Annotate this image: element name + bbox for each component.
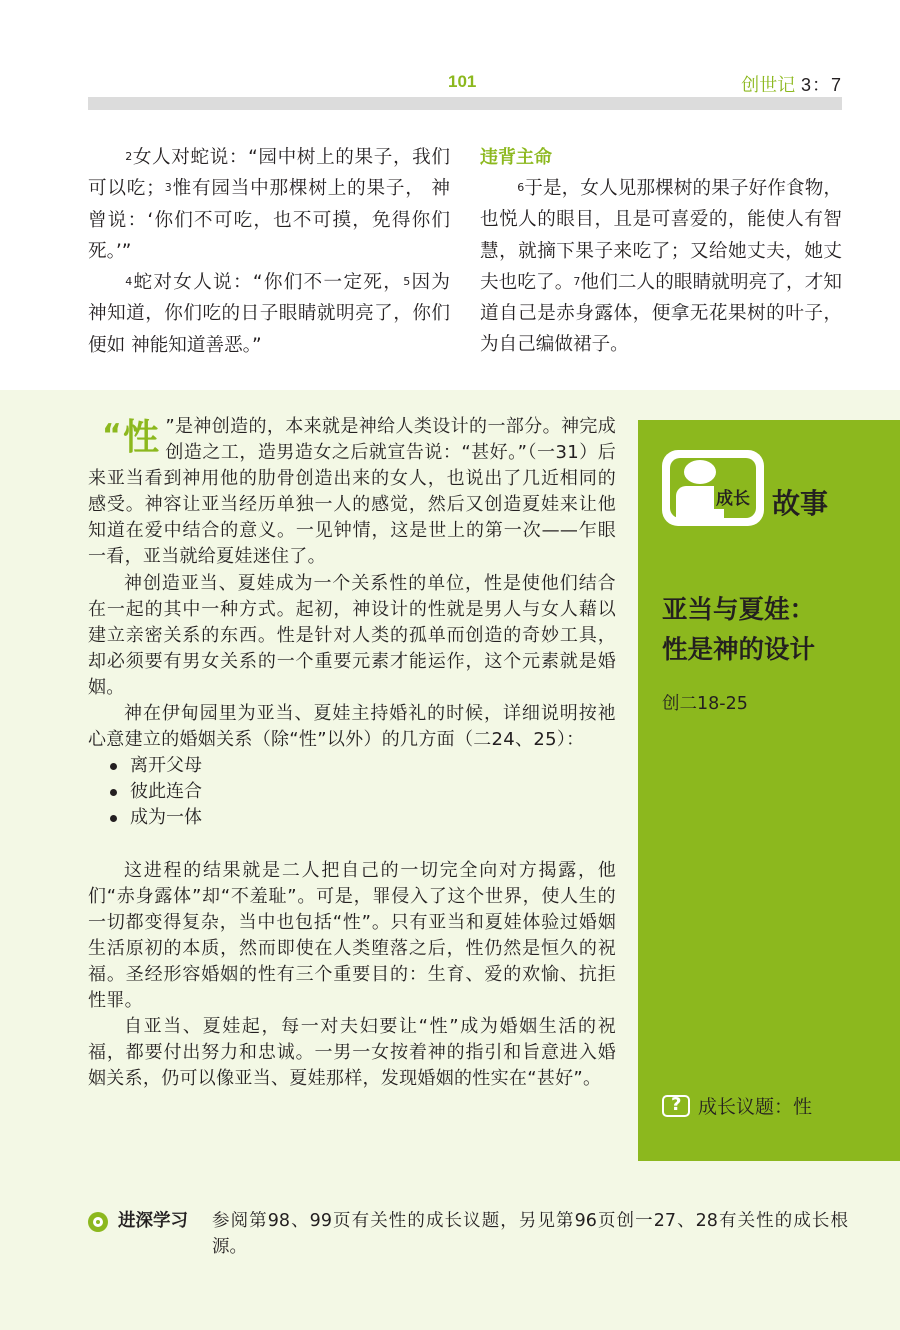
bullet-list — [88, 753, 616, 831]
scripture-column-left — [88, 142, 450, 361]
verse-text: 他们二人的眼睛就明亮了，才知道自己是赤身露体，便拿无花果树的叶子，为自己编做裙子。 — [480, 271, 842, 356]
spacer — [88, 832, 616, 858]
list-item: 彼此连合 — [110, 779, 616, 805]
verse-text: 于是，女人见那棵树的果子好作食物，也悦人的眼目，且是可喜爱的，能使人有智慧，就摘下果子来吃了；又给她丈夫，她丈夫也吃了。 — [480, 178, 842, 293]
drop-cap-char: 性 — [123, 417, 160, 458]
verse-number: 6 — [517, 181, 525, 194]
list-item: 离开父母 — [110, 753, 616, 779]
further-study-label: 进深学习 — [118, 1211, 188, 1231]
scripture-column-right — [480, 142, 842, 361]
scripture-paragraph — [480, 173, 842, 361]
feature-title-line: 性是神的设计 — [662, 635, 816, 665]
story-paragraph: 神创造亚当、夏娃成为一个关系性的单位，性是使他们结合在一起的其中一种方式。起初，神设计的性就是男人与女人藉以建立亲密关系的东西。性是针对人类的孤单而创造的奇妙工具，却必须要有男女关系的一个重要元素才能运作，这个元素就是婚姻。 — [88, 572, 616, 698]
feature-label-story: 故事 — [772, 487, 829, 520]
verse-number: 2 — [125, 150, 133, 163]
page-number: 101 — [448, 72, 477, 91]
verse-number: 7 — [573, 274, 581, 288]
further-study-text: 参阅第98、99页有关性的成长议题，另见第96页创一27、28有关性的成长根源。 — [212, 1211, 848, 1257]
story-paragraph: 自亚当、夏娃起，每一对夫妇要让“性”成为婚姻生活的祝福，都要付出努力和忠诚。一男一女按着神的指引和旨意进入婚姻关系，仍可以像亚当、夏娃那样，发现婚姻的性实在“甚好”。 — [88, 1016, 616, 1090]
header-rule — [88, 97, 842, 110]
person-head-shape — [684, 460, 716, 484]
book-name: 创世记 — [741, 75, 796, 96]
verse-number: 4 — [125, 275, 133, 289]
story-paragraph: 这进程的结果就是二人把自己的一切完全向对方揭露，他们“赤身露体”却“不羞耻”。可是，罪侵入了这个世界，使人生的一切都变得复杂，当中也包括“性”。只有亚当和夏娃体验过婚姻生活原初的本质，然而即使在人类堕落之后，性仍然是恒久的祝福。圣经形容婚姻的性有三个重要目的：生育、爱的欢愉、抗拒性罪。 — [88, 859, 616, 1011]
verse-number: 3 — [164, 181, 172, 195]
scripture-paragraph — [88, 142, 450, 267]
question-icon: ? — [662, 1095, 690, 1117]
growth-topic-label: 成长议题：性 — [698, 1096, 813, 1118]
verse-text: 因为 神知道，你们吃的日子眼睛就明亮了，你们便如 神能知道善恶。” — [88, 272, 450, 356]
verse-text: 蛇对女人说：“你们不一定死， — [132, 272, 404, 294]
growth-topic — [662, 1092, 812, 1119]
person-icon — [662, 450, 770, 528]
growth-story-sidebar — [638, 420, 900, 1161]
page-header — [0, 0, 900, 112]
section-heading: 违背主命 — [480, 147, 552, 168]
scripture-paragraph — [88, 267, 450, 361]
chapter-verse-ref: 3：7 — [800, 75, 842, 95]
verse-number: 5 — [403, 275, 411, 289]
running-head — [741, 71, 842, 97]
story-paragraph — [88, 414, 616, 571]
verse-text: 惟有园当中那棵树上的果子， 神曾说：‘你们不可吃，也不可摸，免得你们死。’” — [88, 178, 450, 262]
target-icon — [88, 1212, 108, 1232]
drop-cap-quote: “ — [102, 418, 123, 453]
story-paragraph: 神在伊甸园里为亚当、夏娃主持婚礼的时候，详细说明按祂心意建立的婚姻关系（除“性”以外）的几方面（二24、25）： — [88, 703, 616, 751]
verse-text: 女人对蛇说：“园中树上的果子，我们可以吃； — [88, 147, 450, 200]
scripture-reference: 创二18-25 — [662, 694, 748, 714]
feature-title-line: 亚当与夏娃： — [662, 595, 816, 625]
feature-title — [662, 590, 882, 670]
list-item: 成为一体 — [110, 805, 616, 831]
growth-story-body — [88, 414, 616, 1092]
feature-label-growth: 成长 — [714, 484, 752, 509]
drop-cap — [102, 418, 159, 460]
story-text: ”是神创造的，本来就是神给人类设计的一部分。神完成创造之工，造男造女之后就宣告说：“甚好。”（一31）后来亚当看到神用他的肋骨创造出来的女人，也说出了几近相同的感受。神容让亚当经历单独一人的感觉，然后又创造夏娃来让他知道在爱中结合的意义。一见钟情，这是世上的第一次——乍眼一看，亚当就给夏娃迷住了。 — [88, 416, 616, 568]
